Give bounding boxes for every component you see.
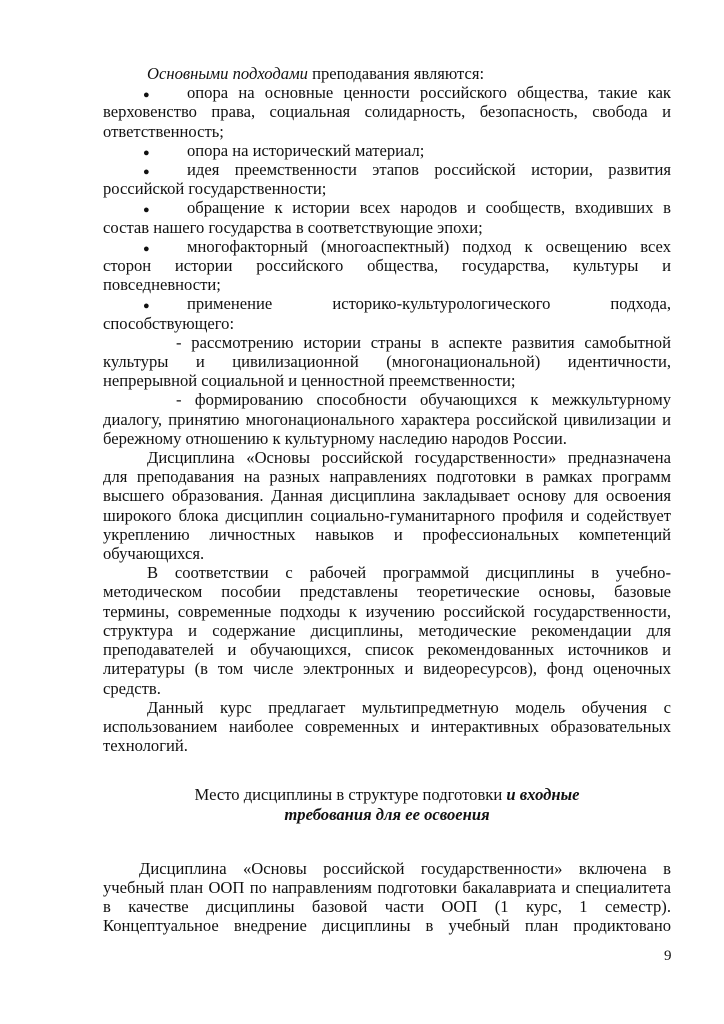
bullet-text — [103, 160, 671, 198]
text-line: - формированию способности обучающихся к межкультурному — [176, 390, 671, 410]
bullet-item — [103, 141, 671, 160]
dash-list — [103, 333, 671, 448]
final-paragraph — [103, 859, 671, 936]
bullet-list — [103, 83, 671, 333]
final-paragraph-wrap — [103, 859, 671, 936]
text-line: обучающихся. — [103, 544, 205, 564]
text-line: методическом пособии представлены теоретические основы, базовые — [103, 582, 671, 602]
text-line: укреплению личностных навыков и профессиональных компетенций — [103, 524, 671, 544]
heading-line2: требования для ее освоения — [284, 804, 490, 824]
bullet-text — [103, 237, 671, 295]
text-line: состав нашего государства в соответствующие эпохи; — [103, 217, 483, 237]
bullet-item — [103, 294, 671, 332]
body-paragraph — [103, 448, 671, 563]
bullet-item — [103, 160, 671, 198]
text-line: верховенство права, социальная солидарность, безопасность, свобода и — [103, 102, 671, 122]
page-body — [103, 64, 671, 936]
text-line: применение историко-культурологического подхода, — [187, 294, 671, 314]
text-line: Дисциплина «Основы российской государственности» предназначена — [147, 448, 671, 468]
text-line: Данный курс предлагает мультипредметную модель обучения с — [147, 697, 671, 717]
text-line: Дисциплина «Основы российской государственности» включена в — [139, 858, 671, 878]
text-line: способствующего: — [103, 313, 235, 333]
text-line: учебный план ООП по направлениям подготовки бакалавриата и специалитета — [103, 877, 671, 897]
text-line: преподавателей и обучающихся, список рекомендованных источников и — [103, 640, 671, 660]
text-line: термины, современные подходы к изучению российской государственности, — [103, 601, 671, 621]
text-line: средств. — [103, 678, 161, 698]
body-paragraph — [103, 563, 671, 697]
text-line: технологий. — [103, 736, 188, 756]
dash-item — [103, 333, 671, 391]
bullet-dot-icon: ● — [143, 89, 150, 102]
text-line: Концептуальное внедрение дисциплины в учебный план продиктовано — [103, 916, 671, 936]
text-line: В соответствии с рабочей программой дисциплины в учебно- — [147, 563, 671, 583]
text-line: ответственность; — [103, 121, 224, 141]
bullet-text — [103, 198, 671, 236]
text-line: бережному отношению к культурному наследию народов России. — [103, 428, 567, 448]
intro-lead-rest: преподавания являются: — [307, 64, 485, 83]
page-number: 9 — [664, 948, 672, 964]
heading-line1-plain: Место дисциплины в структуре подготовки — [194, 785, 507, 805]
text-line: непрерывной социальной и ценностной преемственности; — [103, 371, 516, 391]
text-line: литературы (в том числе электронных и видеоресурсов), фонд оценочных — [103, 659, 671, 679]
text-line: для преподавания на разных направлениях подготовки в рамках программ — [103, 467, 671, 487]
intro-paragraph — [103, 64, 671, 83]
text-line: российской государственности; — [103, 179, 327, 199]
section-heading — [103, 785, 671, 823]
text-line: использованием наиболее современных и интерактивных образовательных — [103, 716, 671, 736]
text-line: высшего образования. Данная дисциплина закладывает основу для освоения — [103, 486, 671, 506]
bullet-text — [103, 141, 671, 160]
intro-lead-italic: Основными подходами — [147, 64, 308, 83]
text-line: - рассмотрению истории страны в аспекте развития самобытной — [176, 332, 671, 352]
bullet-item — [103, 83, 671, 141]
text-line: опора на основные ценности российского общества, такие как — [187, 83, 671, 103]
text-line: идея преемственности этапов российской истории, развития — [187, 160, 671, 180]
text-line: широкого блока дисциплин социально-гуманитарного профиля и содействует — [103, 505, 671, 525]
bullet-dot-icon: ● — [143, 166, 150, 179]
bullet-dot-icon: ● — [143, 242, 150, 255]
bullet-text — [103, 83, 671, 141]
heading-line1-bold-italic: и входные — [506, 785, 580, 805]
text-line: культуры и цивилизационной (многонациональной) идентичности, — [103, 352, 671, 372]
text-line: структура и содержание дисциплины, методические рекомендации для — [103, 620, 671, 640]
text-line: обращение к истории всех народов и сообществ, входивших в — [187, 198, 671, 218]
text-line: диалогу, принятию многонационального характера российской цивилизации и — [103, 409, 671, 429]
bullet-text — [103, 294, 671, 332]
bullet-item — [103, 237, 671, 295]
bullet-dot-icon: ● — [143, 300, 150, 313]
dash-item — [103, 390, 671, 448]
text-line: в качестве дисциплины базовой части ООП (1 курс, 1 семестр). — [103, 897, 671, 917]
body-paragraphs — [103, 448, 671, 755]
bullet-item — [103, 198, 671, 236]
bullet-dot-icon: ● — [143, 204, 150, 217]
body-paragraph — [103, 698, 671, 756]
text-line: многофакторный (многоаспектный) подход к освещению всех — [187, 236, 671, 256]
text-line: сторон истории российского общества, государства, культуры и — [103, 256, 671, 276]
bullet-dot-icon: ● — [143, 146, 150, 159]
text-line: повседневности; — [103, 275, 221, 295]
text-line: опора на исторический материал; — [187, 140, 425, 160]
